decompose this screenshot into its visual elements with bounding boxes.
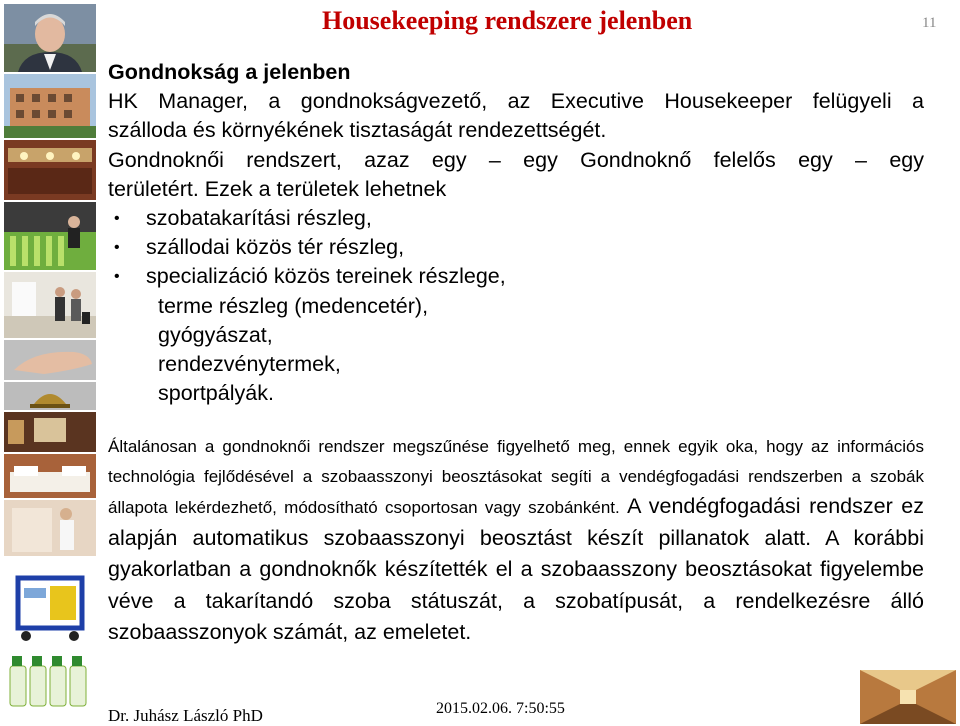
paragraph-large-text: A vendégfogadási rendszer ez alapján automatikus szobaasszonyi beosztást készít pillanatok alatt. A korábbi gyakorlatban a gondnoknők készítették el a szobaasszony beosztásokat figyelembe véve a takarítandó szoba státuszát, a szobatípusát, a rendelkezésre álló szobaasszonyok számát, az emeletet. bbox=[108, 494, 924, 644]
bullet-item bbox=[108, 233, 924, 262]
section-heading: Gondnokság a jelenben bbox=[108, 60, 351, 84]
footer-datetime: 2015.02.06. 7:50:55 bbox=[436, 700, 565, 717]
sub-item: sportpályák. bbox=[158, 381, 274, 406]
slide-number: 11 bbox=[922, 15, 937, 31]
cleaning-cart-photo bbox=[4, 558, 96, 646]
cleaning-bottles-photo bbox=[4, 652, 96, 710]
service-bell-photo bbox=[4, 382, 96, 410]
bullet-item bbox=[108, 262, 924, 291]
hotel-building-photo bbox=[4, 74, 96, 138]
text-line: HK Manager, a gondnokságvezető, az Executive Housekeeper felügyeli a bbox=[108, 89, 924, 114]
section1-text bbox=[108, 58, 924, 408]
housekeeper-photo bbox=[4, 500, 96, 556]
hotel-interior-photo bbox=[4, 140, 96, 200]
bedroom-photo bbox=[4, 412, 96, 452]
slide-title: Housekeeping rendszere jelenben bbox=[322, 6, 693, 35]
portrait-photo bbox=[4, 4, 96, 72]
paragraph-small-text: Általánosan a gondnoknői rendszer megszűnése figyelhető meg, ennek egyik oka, hogy az információs technológia fejlődésével a szobaasszonyi beosztásokat segíti a vendégfogadási rendszerben a szobák állapota lekérdezhető, módosítható csoportosan vagy szobánként. bbox=[108, 437, 924, 517]
sub-item: rendezvénytermek, bbox=[158, 352, 341, 377]
sub-item: terme részleg (medencetér), bbox=[158, 293, 429, 318]
text-line: területért. Ezek a területek lehetnek bbox=[108, 176, 447, 201]
reception-desk-photo bbox=[4, 202, 96, 270]
bullet-icon: • bbox=[114, 210, 120, 228]
bullet-text: szállodai közös tér részleg, bbox=[146, 235, 405, 260]
bullet-item bbox=[108, 204, 924, 233]
section2-paragraph bbox=[108, 433, 924, 650]
hotel-hallway-photo bbox=[860, 670, 956, 724]
bullet-icon: • bbox=[114, 268, 120, 286]
hand-on-bell-photo bbox=[4, 340, 96, 380]
bed-photo bbox=[4, 454, 96, 498]
footer-author: Dr. Juhász László PhD bbox=[108, 706, 263, 725]
bullet-text: szobatakarítási részleg, bbox=[146, 206, 372, 231]
text-line: Gondnoknői rendszert, azaz egy – egy Gondnoknő felelős egy – egy bbox=[108, 147, 924, 172]
bullet-text: specializáció közös tereinek részlege, bbox=[146, 264, 506, 289]
bullet-icon: • bbox=[114, 239, 120, 257]
text-line: szálloda és környékének tisztaságát rendezettségét. bbox=[108, 118, 607, 143]
sub-item: gyógyászat, bbox=[158, 322, 273, 347]
hotel-lobby-photo bbox=[4, 272, 96, 338]
